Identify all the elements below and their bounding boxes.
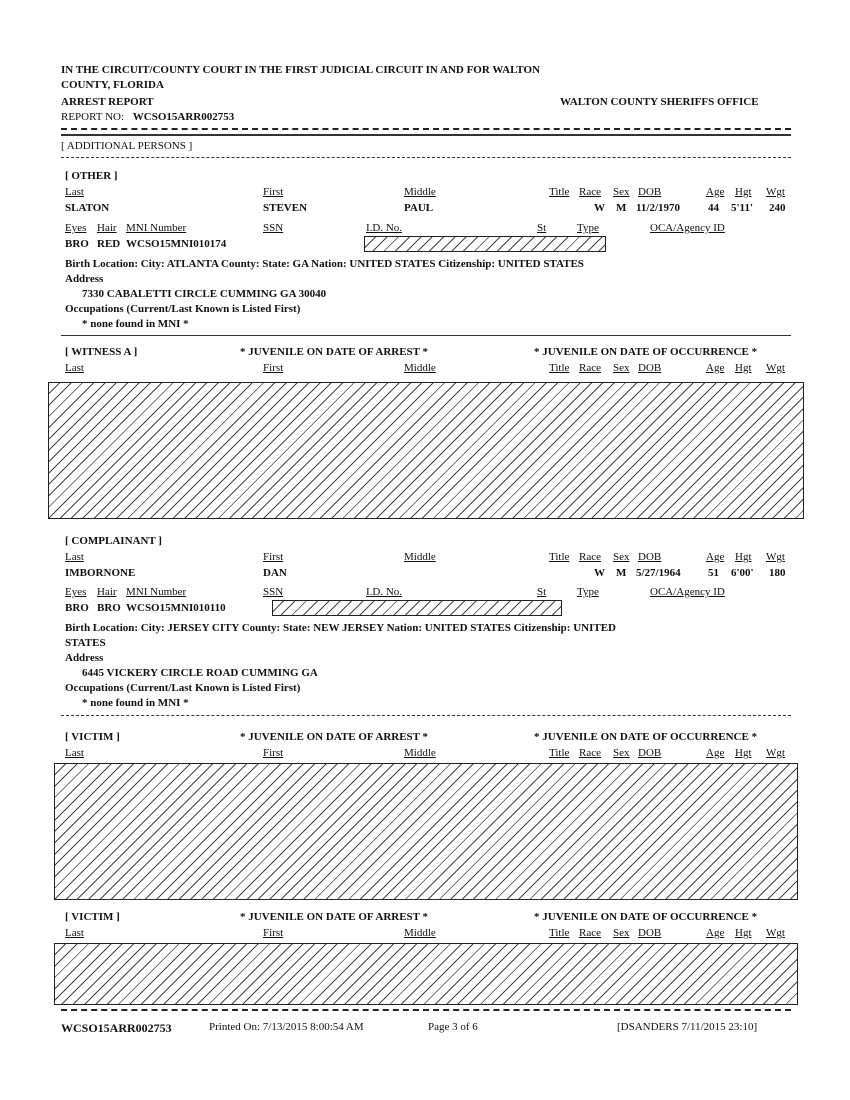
complainant-col-ssn: SSN — [263, 586, 284, 598]
complainant-col-mni: MNI Number — [126, 586, 187, 598]
other-address: 7330 CABALETTI CIRCLE CUMMING GA 30040 — [82, 288, 327, 300]
header-rule — [61, 134, 791, 136]
complainant-dob: 5/27/1964 — [636, 567, 681, 579]
complainant-redacted-id — [272, 600, 562, 616]
other-mni: WCSO15MNI010174 — [126, 238, 227, 250]
complainant-col-wgt: Wgt — [766, 551, 785, 563]
other-col-mni: MNI Number — [126, 222, 187, 234]
complainant-col-title: Title — [549, 551, 570, 563]
other-tag: [ OTHER ] — [65, 170, 118, 182]
footer-page-number: Page 3 of 6 — [428, 1021, 478, 1033]
witness-col-age: Age — [706, 362, 725, 374]
complainant-col-sex: Sex — [613, 551, 630, 563]
other-age: 44 — [708, 202, 719, 214]
complainant-occupations-label: Occupations (Current/Last Known is Listed First) — [65, 682, 301, 694]
other-hair: RED — [97, 238, 121, 250]
complainant-divider — [61, 715, 791, 716]
witness-col-hgt: Hgt — [735, 362, 752, 374]
other-last: SLATON — [65, 202, 110, 214]
agency-name: WALTON COUNTY SHERIFFS OFFICE — [560, 96, 759, 108]
victim1-divider — [61, 899, 791, 900]
other-col-last: Last — [65, 186, 84, 198]
complainant-col-eyes: Eyes — [65, 586, 87, 598]
other-birth-location: Birth Location: City: ATLANTA County: State: GA Nation: UNITED STATES Citizenship: UNITED STATES — [65, 258, 584, 270]
complainant-col-idno: I.D. No. — [366, 586, 403, 598]
other-col-wgt: Wgt — [766, 186, 785, 198]
complainant-wgt: 180 — [769, 567, 786, 579]
other-col-sex: Sex — [613, 186, 630, 198]
victim1-juvenile-arrest: * JUVENILE ON DATE OF ARREST * — [240, 731, 429, 743]
complainant-col-hair: Hair — [97, 586, 117, 598]
witness-tag: [ WITNESS A ] — [65, 346, 138, 358]
witness-col-sex: Sex — [613, 362, 630, 374]
complainant-tag: [ COMPLAINANT ] — [65, 535, 162, 547]
complainant-last: IMBORNONE — [65, 567, 136, 579]
witness-juvenile-arrest: * JUVENILE ON DATE OF ARREST * — [240, 346, 429, 358]
other-dob: 11/2/1970 — [636, 202, 681, 214]
witness-col-first: First — [263, 362, 284, 374]
victim1-tag: [ VICTIM ] — [65, 731, 120, 743]
complainant-col-hgt: Hgt — [735, 551, 752, 563]
complainant-birth-location-cont: STATES — [65, 637, 106, 649]
complainant-birth-location: Birth Location: City: JERSEY CITY County: State: NEW JERSEY Nation: UNITED STATES Citizenship: UNITED — [65, 622, 616, 634]
complainant-col-last: Last — [65, 551, 84, 563]
complainant-mni: WCSO15MNI010110 — [126, 602, 226, 614]
other-occupations: * none found in MNI * — [82, 318, 189, 330]
other-col-age: Age — [706, 186, 725, 198]
victim2-col-last: Last — [65, 927, 84, 939]
other-col-st: St — [537, 222, 547, 234]
other-col-middle: Middle — [404, 186, 436, 198]
complainant-first: DAN — [263, 567, 287, 579]
victim2-redacted-block — [54, 943, 798, 1005]
victim1-col-hgt: Hgt — [735, 747, 752, 759]
other-occupations-label: Occupations (Current/Last Known is Listed First) — [65, 303, 301, 315]
witness-col-middle: Middle — [404, 362, 436, 374]
victim1-col-wgt: Wgt — [766, 747, 785, 759]
victim2-col-wgt: Wgt — [766, 927, 785, 939]
victim2-col-dob: DOB — [638, 927, 662, 939]
complainant-race: W — [594, 567, 605, 579]
victim2-juvenile-arrest: * JUVENILE ON DATE OF ARREST * — [240, 911, 429, 923]
victim1-col-age: Age — [706, 747, 725, 759]
victim2-tag: [ VICTIM ] — [65, 911, 120, 923]
section-divider — [61, 157, 791, 158]
other-race: W — [594, 202, 605, 214]
victim2-juvenile-occurrence: * JUVENILE ON DATE OF OCCURRENCE * — [534, 911, 758, 923]
other-col-idno: I.D. No. — [366, 222, 403, 234]
other-col-hair: Hair — [97, 222, 117, 234]
other-wgt: 240 — [769, 202, 786, 214]
victim1-col-last: Last — [65, 747, 84, 759]
footer-printed-on: Printed On: 7/13/2015 8:00:54 AM — [209, 1021, 364, 1033]
other-sex: M — [616, 202, 627, 214]
other-col-race: Race — [579, 186, 601, 198]
other-col-dob: DOB — [638, 186, 662, 198]
victim1-col-dob: DOB — [638, 747, 662, 759]
complainant-address-label: Address — [65, 652, 104, 664]
complainant-col-type: Type — [577, 586, 599, 598]
victim1-col-middle: Middle — [404, 747, 436, 759]
other-hgt: 5'11' — [731, 202, 754, 214]
report-number-label: REPORT NO: — [61, 111, 125, 123]
witness-col-race: Race — [579, 362, 601, 374]
report-number: WCSO15ARR002753 — [132, 111, 235, 123]
other-eyes: BRO — [65, 238, 89, 250]
other-col-eyes: Eyes — [65, 222, 87, 234]
witness-redacted-block — [48, 382, 804, 519]
other-col-oca: OCA/Agency ID — [650, 222, 725, 234]
victim2-col-hgt: Hgt — [735, 927, 752, 939]
victim1-col-first: First — [263, 747, 284, 759]
other-col-ssn: SSN — [263, 222, 284, 234]
other-address-label: Address — [65, 273, 104, 285]
report-type: ARREST REPORT — [61, 96, 154, 108]
other-col-first: First — [263, 186, 284, 198]
victim2-col-middle: Middle — [404, 927, 436, 939]
footer-divider — [61, 1009, 791, 1011]
witness-col-title: Title — [549, 362, 570, 374]
complainant-col-race: Race — [579, 551, 601, 563]
other-first: STEVEN — [263, 202, 308, 214]
victim2-col-age: Age — [706, 927, 725, 939]
section-label: [ ADDITIONAL PERSONS ] — [61, 140, 193, 152]
report-number-line — [61, 111, 234, 123]
other-redacted-id — [364, 236, 606, 252]
other-col-title: Title — [549, 186, 570, 198]
witness-col-last: Last — [65, 362, 84, 374]
complainant-col-first: First — [263, 551, 284, 563]
witness-juvenile-occurrence: * JUVENILE ON DATE OF OCCURRENCE * — [534, 346, 758, 358]
victim2-col-title: Title — [549, 927, 570, 939]
complainant-col-age: Age — [706, 551, 725, 563]
complainant-col-dob: DOB — [638, 551, 662, 563]
complainant-address: 6445 VICKERY CIRCLE ROAD CUMMING GA — [82, 667, 318, 679]
other-divider — [61, 335, 791, 336]
complainant-eyes: BRO — [65, 602, 89, 614]
witness-col-wgt: Wgt — [766, 362, 785, 374]
victim1-juvenile-occurrence: * JUVENILE ON DATE OF OCCURRENCE * — [534, 731, 758, 743]
victim2-col-first: First — [263, 927, 284, 939]
footer-user-stamp: [DSANDERS 7/11/2015 23:10] — [617, 1021, 758, 1033]
other-col-type: Type — [577, 222, 599, 234]
victim1-col-sex: Sex — [613, 747, 630, 759]
victim1-redacted-block — [54, 763, 798, 900]
victim2-col-race: Race — [579, 927, 601, 939]
header-divider — [61, 128, 791, 130]
other-middle: PAUL — [404, 202, 434, 214]
footer-report-number: WCSO15ARR002753 — [61, 1021, 172, 1035]
complainant-col-st: St — [537, 586, 547, 598]
court-line-1: IN THE CIRCUIT/COUNTY COURT IN THE FIRST JUDICIAL CIRCUIT IN AND FOR WALTON — [61, 64, 541, 76]
victim2-col-sex: Sex — [613, 927, 630, 939]
complainant-occupations: * none found in MNI * — [82, 697, 189, 709]
witness-col-dob: DOB — [638, 362, 662, 374]
complainant-hair: BRO — [97, 602, 121, 614]
complainant-col-oca: OCA/Agency ID — [650, 586, 725, 598]
complainant-age: 51 — [708, 567, 719, 579]
complainant-hgt: 6'00' — [731, 567, 754, 579]
victim1-col-title: Title — [549, 747, 570, 759]
complainant-col-middle: Middle — [404, 551, 436, 563]
complainant-sex: M — [616, 567, 627, 579]
other-col-hgt: Hgt — [735, 186, 752, 198]
court-line-2: COUNTY, FLORIDA — [61, 79, 164, 91]
victim1-col-race: Race — [579, 747, 601, 759]
